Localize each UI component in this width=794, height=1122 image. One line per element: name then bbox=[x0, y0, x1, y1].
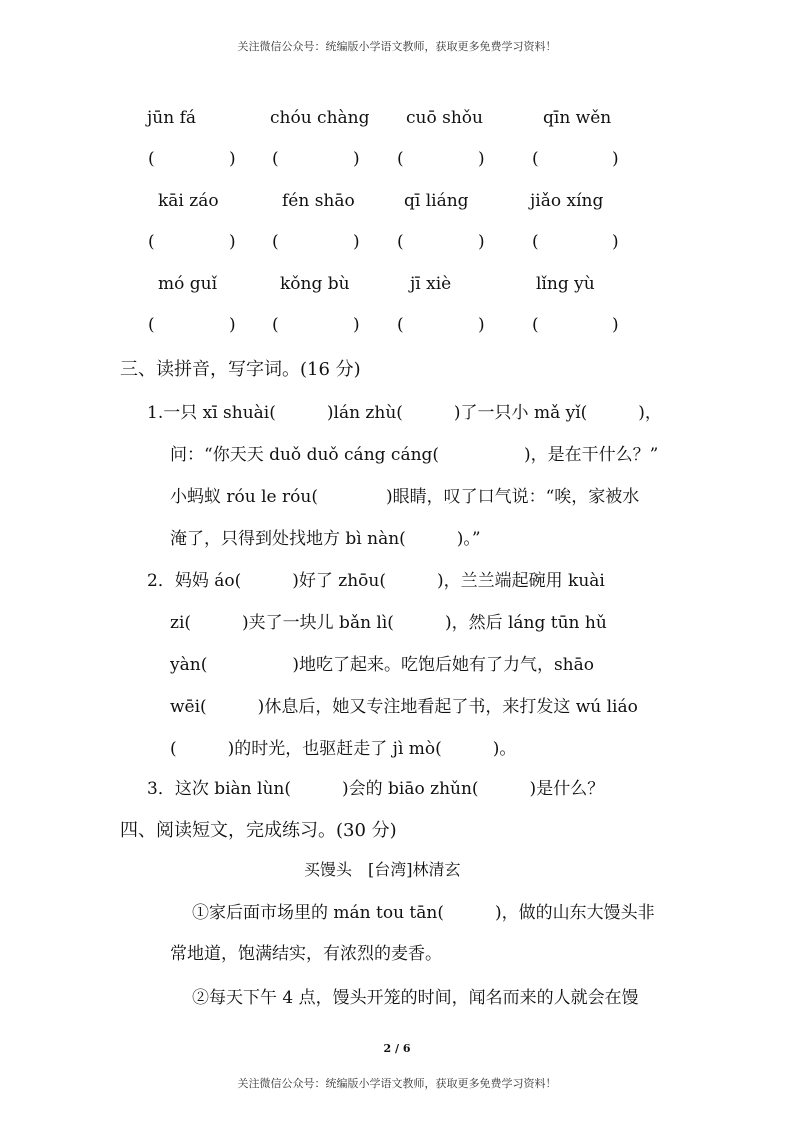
exercise-line: ( )的时光，也驱赶走了 jì mò( )。 bbox=[170, 739, 517, 759]
page-number: 2 / 6 bbox=[383, 1042, 411, 1055]
answer-paren-open: ( bbox=[272, 232, 279, 252]
answer-paren-open: ( bbox=[397, 315, 404, 335]
exercise-line: yàn( )地吃了起来。吃饱后她有了力气，shāo bbox=[170, 655, 594, 675]
exercise-line: 2．妈妈 áo( )好了 zhōu( )，兰兰端起碗用 kuài bbox=[147, 571, 605, 591]
answer-paren-open: ( bbox=[148, 149, 155, 169]
answer-paren-close: ) bbox=[353, 232, 360, 252]
pinyin-label: kǒng bù bbox=[280, 274, 350, 294]
page-header: 关注微信公众号：统编版小学语文教师，获取更多免费学习资料！ bbox=[237, 40, 557, 53]
answer-paren-open: ( bbox=[272, 315, 279, 335]
exercise-line: 淹了，只得到处找地方 bì nàn( )。” bbox=[170, 529, 481, 549]
answer-paren-open: ( bbox=[272, 149, 279, 169]
answer-paren-close: ) bbox=[353, 149, 360, 169]
exercise-line: 小蚂蚁 róu le róu( )眼睛，叹了口气说：“唉，家被水 bbox=[170, 487, 640, 507]
pinyin-label: jiǎo xíng bbox=[530, 191, 604, 211]
reading-line: 常地道，饱满结实，有浓烈的麦香。 bbox=[170, 944, 442, 964]
answer-paren-close: ) bbox=[612, 149, 619, 169]
exercise-line: 问：“你天天 duǒ duǒ cáng cáng( )，是在干什么？” bbox=[170, 445, 659, 465]
page-footer: 关注微信公众号：统编版小学语文教师，获取更多免费学习资料！ bbox=[237, 1077, 557, 1090]
answer-paren-close: ) bbox=[229, 149, 236, 169]
answer-paren-open: ( bbox=[148, 315, 155, 335]
answer-paren-close: ) bbox=[229, 232, 236, 252]
pinyin-label: lǐng yù bbox=[536, 274, 595, 294]
answer-paren-close: ) bbox=[353, 315, 360, 335]
pinyin-label: jūn fá bbox=[147, 108, 196, 128]
answer-paren-close: ) bbox=[478, 232, 485, 252]
answer-paren-close: ) bbox=[478, 315, 485, 335]
pinyin-label: qīn wěn bbox=[543, 108, 612, 128]
answer-paren-open: ( bbox=[532, 149, 539, 169]
answer-paren-open: ( bbox=[532, 232, 539, 252]
answer-paren-close: ) bbox=[478, 149, 485, 169]
pinyin-label: kāi záo bbox=[158, 191, 219, 211]
answer-paren-open: ( bbox=[397, 149, 404, 169]
pinyin-label: fén shāo bbox=[282, 191, 355, 211]
exercise-line: 1.一只 xī shuài( )lán zhù( )了一只小 mǎ yǐ( )， bbox=[147, 403, 662, 423]
pinyin-label: qī liáng bbox=[404, 191, 469, 211]
pinyin-label: cuō shǒu bbox=[406, 108, 483, 128]
exercise-line: 3．这次 biàn lùn( )会的 biāo zhǔn( )是什么？ bbox=[147, 779, 605, 799]
pinyin-label: mó guǐ bbox=[158, 274, 218, 294]
pinyin-label: jī xiè bbox=[410, 274, 452, 294]
answer-paren-close: ) bbox=[229, 315, 236, 335]
reading-line: ②每天下午 4 点，馒头开笼的时间，闻名而来的人就会在馒 bbox=[192, 988, 639, 1008]
answer-paren-close: ) bbox=[612, 232, 619, 252]
reading-title: 买馒头 [台湾]林清玄 bbox=[304, 860, 461, 879]
answer-paren-open: ( bbox=[532, 315, 539, 335]
section-4-title: 四、阅读短文，完成练习。(30 分) bbox=[120, 820, 397, 841]
exercise-line: wēi( )休息后，她又专注地看起了书，来打发这 wú liáo bbox=[170, 697, 638, 717]
reading-line: ①家后面市场里的 mán tou tān( )，做的山东大馒头非 bbox=[192, 903, 655, 923]
answer-paren-close: ) bbox=[612, 315, 619, 335]
answer-paren-open: ( bbox=[397, 232, 404, 252]
answer-paren-open: ( bbox=[148, 232, 155, 252]
section-3-title: 三、读拼音，写字词。(16 分) bbox=[120, 359, 361, 380]
pinyin-label: chóu chàng bbox=[270, 108, 370, 128]
exercise-line: zi( )夹了一块儿 bǎn lì( )，然后 láng tūn hǔ bbox=[170, 613, 607, 633]
